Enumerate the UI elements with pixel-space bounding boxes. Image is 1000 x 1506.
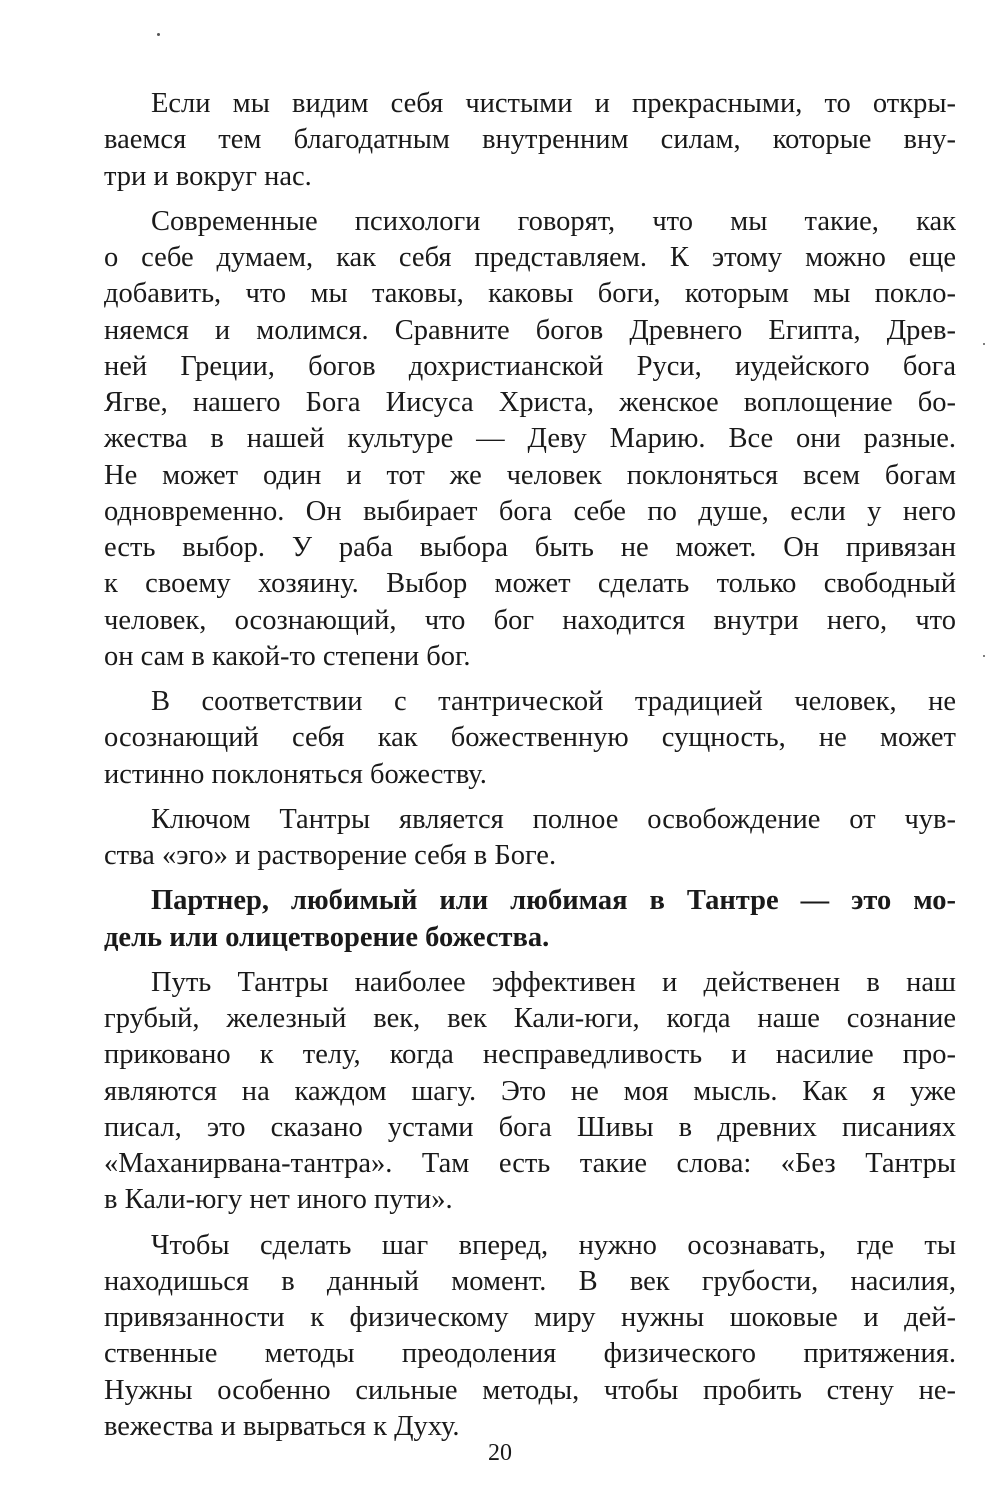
bold-paragraph <box>104 883 956 956</box>
text-line: жества в нашей культуре — Деву Марию. Все они разные. <box>104 423 956 455</box>
text-line: Современные психологи говорят, что мы такие, как <box>151 205 956 237</box>
text-line: Если мы видим себя чистыми и прекрасными, то откры- <box>151 88 956 119</box>
paragraph <box>104 204 956 675</box>
text-line: Не может один и тот же человек поклоняться всем богам <box>104 459 956 491</box>
text-line: Путь Тантры наиболее эффективен и действенен в наш <box>151 966 956 998</box>
text-line: приковано к телу, когда несправедливость и насилие про- <box>104 1039 956 1071</box>
text-line: одновременно. Он выбирает бога себе по душе, если у него <box>104 495 956 527</box>
paragraph <box>104 86 956 195</box>
text-line: человек, осознающий, что бог находится внутри него, что <box>104 604 956 636</box>
text-line: ственные методы преодоления физического притяжения. <box>104 1338 956 1370</box>
text-line: ваемся тем благодатным внутренним силам, которые вну- <box>104 124 956 156</box>
page-number: 20 <box>488 1440 512 1466</box>
text-line: являются на каждом шагу. Это не моя мысль. Как я уже <box>104 1075 956 1107</box>
body-text <box>104 86 956 1445</box>
text-line: няемся и молимся. Сравните богов Древнего Египта, Древ- <box>104 314 956 346</box>
scan-speck <box>157 33 160 36</box>
text-line: о себе думаем, как себя представляем. К этому можно еще <box>104 242 956 273</box>
text-line: «Маханирвана-тантра». Там есть такие слова: «Без Тантры <box>104 1148 956 1179</box>
paragraph <box>104 1228 956 1446</box>
text-line: ства «эго» и растворение себя в Боге. <box>104 840 557 871</box>
text-line: грубый, железный век, век Кали-юги, когда наше сознание <box>104 1003 956 1034</box>
text-line: Партнер, любимый или любимая в Тантре — это мо- <box>151 885 956 917</box>
text-line: добавить, что мы таковы, каковы боги, которым мы покло- <box>104 278 956 310</box>
text-line: Ягве, нашего Бога Иисуса Христа, женское воплощение бо- <box>104 387 956 418</box>
text-line: в Кали-югу нет иного пути». <box>104 1184 453 1216</box>
text-line: дель или олицетворение божества. <box>104 921 550 953</box>
text-line: Чтобы сделать шаг вперед, нужно осознавать, где ты <box>151 1229 956 1261</box>
paragraph <box>104 802 956 875</box>
text-line: Нужны особенно сильные методы, чтобы пробить стену не- <box>104 1374 956 1406</box>
text-line: ней Греции, богов дохристианской Руси, иудейского бога <box>104 350 956 382</box>
text-line: Ключом Тантры является полное освобождение от чув- <box>151 803 956 835</box>
paragraph <box>104 965 956 1219</box>
text-line: он сам в какой-то степени бог. <box>104 640 471 672</box>
text-line: писал, это сказано устами бога Шивы в древних писаниях <box>104 1111 956 1143</box>
text-line: привязанности к физическому миру нужны шоковые и дей- <box>104 1302 956 1333</box>
scan-speck <box>983 343 985 345</box>
scan-speck <box>983 655 985 657</box>
paragraph <box>104 684 956 793</box>
text-line: три и вокруг нас. <box>104 160 312 192</box>
text-line: В соответствии с тантрической традицией человек, не <box>151 686 956 717</box>
text-line: к своему хозяину. Выбор может сделать только свободный <box>104 568 956 600</box>
text-line: находишься в данный момент. В век грубости, насилия, <box>104 1265 956 1297</box>
text-line: вежества и вырваться к Духу. <box>104 1410 460 1442</box>
text-line: истинно поклоняться божеству. <box>104 758 487 790</box>
text-line: осознающий себя как божественную сущность, не может <box>104 722 956 754</box>
text-line: есть выбор. У раба выбора быть не может. Он привязан <box>104 532 956 563</box>
